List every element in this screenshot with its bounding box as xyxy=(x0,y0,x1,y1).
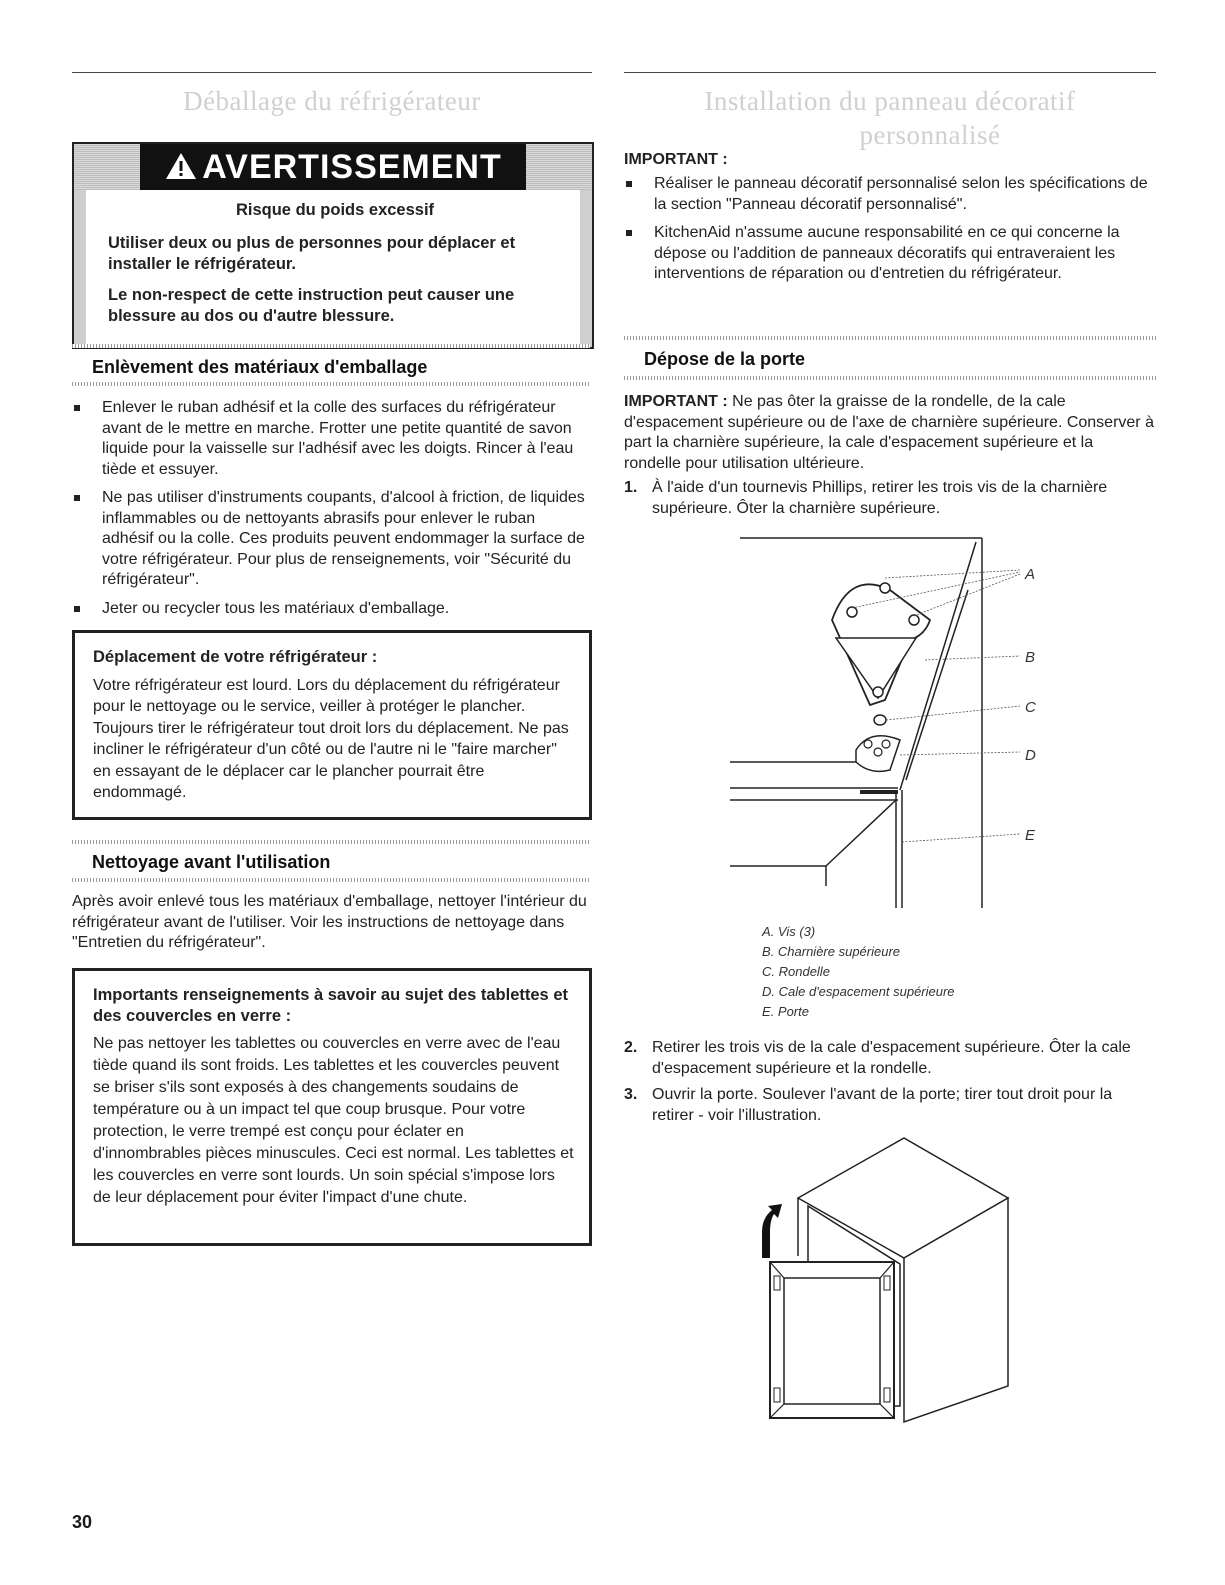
section-title-unpacking: Déballage du réfrigérateur xyxy=(183,86,481,116)
legend-a: A. Vis (3) xyxy=(762,924,816,939)
important-bullets xyxy=(624,174,1154,293)
stripe-packaging-bottom xyxy=(72,382,590,386)
lift-arrow-icon xyxy=(762,1204,782,1258)
figure-letter-c: C xyxy=(1025,699,1036,716)
moving-box-heading: Déplacement de votre réfrigérateur : xyxy=(93,648,378,666)
moving-box xyxy=(72,630,592,820)
door-important-text: Ne pas ôter la graisse de la rondelle, de la cale d'espacement supérieure ou de l'axe de charnière supérieure. Conserver à part la charnière supérieure, la cale d'espacement supérieure et la rondelle pour utilisation ultérieure. xyxy=(624,393,1154,472)
figure-letter-a: A xyxy=(1025,566,1036,583)
top-rule-left xyxy=(72,72,592,73)
top-rule-right xyxy=(624,72,1156,73)
heading-packaging: Enlèvement des matériaux d'emballage xyxy=(92,357,428,377)
stripe-door-bottom xyxy=(624,376,1156,380)
legend-b: B. Charnière supérieure xyxy=(762,944,901,959)
important-bullet-2: KitchenAid n'assume aucune responsabilité en ce qui concerne la dépose ou l'addition de panneaux décoratifs qui entraveraient les interventions de réparation ou d'entretien du réfrigérateur. xyxy=(624,223,1154,285)
stripe-cleaning-bottom xyxy=(72,878,590,882)
step-1-number: 1. xyxy=(624,479,638,496)
important-label: IMPORTANT : xyxy=(624,151,728,168)
cleaning-body: Après avoir enlevé tous les matériaux d'emballage, nettoyer l'intérieur du réfrigérateur avant de l'utiliser. Voir les instructions de nettoyage dans "Entretien du réfrigérateur". xyxy=(72,893,587,951)
right-section-title-wrap xyxy=(624,84,1156,152)
warning-box xyxy=(72,142,594,349)
legend-e: E. Porte xyxy=(762,1004,809,1019)
warning-body xyxy=(74,190,592,347)
heading-door-removal: Dépose de la porte xyxy=(644,349,806,369)
important-bullet-1: Réaliser le panneau décoratif personnalisé selon les spécifications de la section "Panneau décoratif personnalisé". xyxy=(624,174,1154,215)
figure-legend xyxy=(762,922,955,1022)
warning-banner xyxy=(74,144,592,190)
hinge-figure xyxy=(720,530,1060,920)
steps-2-3 xyxy=(624,1038,1154,1132)
step-2-text: Retirer les trois vis de la cale d'espacement supérieure. Ôter la cale d'espacement supérieure et la rondelle. xyxy=(652,1039,1131,1077)
door-important-paragraph xyxy=(624,392,1154,474)
warning-banner-text: AVERTISSEMENT xyxy=(202,148,502,186)
step-3-text: Ouvrir la porte. Soulever l'avant de la porte; tirer tout droit pour la retirer - voir l'illustration. xyxy=(652,1086,1113,1124)
figure-letter-e: E xyxy=(1025,827,1036,844)
step-1 xyxy=(624,478,1154,525)
packaging-bullet-2: Ne pas utiliser d'instruments coupants, d'alcool à friction, de liquides inflammables ou de nettoyants abrasifs pour enlever le ruban adhésif ou la colle. Ces produits peuvent endommager la surface de votre réfrigérateur. Pour plus de renseignements, voir "Sécurité du réfrigérateur". xyxy=(72,488,590,591)
packaging-bullet-3: Jeter ou recycler tous les matériaux d'emballage. xyxy=(72,599,590,620)
legend-d: D. Cale d'espacement supérieure xyxy=(762,984,955,999)
step-2-number: 2. xyxy=(624,1039,638,1056)
step-1-text: À l'aide d'un tournevis Phillips, retirer les trois vis de la charnière supérieure. Ôter la charnière supérieure. xyxy=(652,479,1108,517)
stripe-door-top xyxy=(624,336,1156,340)
legend-c: C. Rondelle xyxy=(762,964,830,979)
moving-box-body: Votre réfrigérateur est lourd. Lors du déplacement du réfrigérateur pour le nettoyage ou le service, veiller à protéger le plancher. Toujours tirer le réfrigérateur tout droit lors du déplacement. Ne pas incliner le réfrigérateur d'un côté ou de l'autre ni le "faire marcher" en essayant de le déplacer car le plancher pourrait être endommagé. xyxy=(93,676,569,801)
warning-line-2: Le non-respect de cette instruction peut causer une blessure au dos ou d'autre blessure. xyxy=(108,286,515,325)
section-title-panel-line-1: Installation du panneau décoratif xyxy=(704,86,1076,116)
left-section-title-wrap xyxy=(72,84,592,118)
figure-letter-b: B xyxy=(1025,649,1036,666)
glass-box-body: Ne pas nettoyer les tablettes ou couvercles en verre avec de l'eau tiède quand ils sont froids. Les tablettes et les couvercles peuvent se briser s'ils sont exposés à des changements soudains de température ou à un impact tel que coup brusque. Pour votre protection, le verre trempé est conçu pour éclater en d'innombrables pièces minuscules. Ceci est normal. Les tablettes et les couvercles en verre sont lourds. Un soin spécial s'impose lors de leur déplacement pour éviter l'impact d'une chute. xyxy=(93,1035,574,1206)
warning-pill xyxy=(140,144,526,190)
warning-triangle-icon xyxy=(164,151,198,181)
glass-box xyxy=(72,968,592,1246)
door-important-prefix: IMPORTANT : xyxy=(624,393,728,410)
section-title-panel-line-2: personnalisé xyxy=(859,120,1001,150)
door-removal-figure xyxy=(754,1136,1034,1426)
stripe-cleaning-top xyxy=(72,840,590,844)
warning-title: Risque du poids excessif xyxy=(235,201,435,219)
warning-line-1: Utiliser deux ou plus de personnes pour déplacer et installer le réfrigérateur. xyxy=(108,234,516,273)
glass-box-heading: Importants renseignements à savoir au sujet des tablettes et des couvercles en verre : xyxy=(93,986,568,1025)
packaging-bullet-1: Enlever le ruban adhésif et la colle des surfaces du réfrigérateur avant de le mettre en marche. Frotter une petite quantité de savon liquide pour la vaisselle sur l'adhésif avec les doigts. Rincer à l'eau tiède et essuyer. xyxy=(72,398,590,480)
step-3-number: 3. xyxy=(624,1086,638,1103)
figure-letter-d: D xyxy=(1025,747,1036,764)
packaging-bullets xyxy=(72,398,590,627)
heading-cleaning: Nettoyage avant l'utilisation xyxy=(92,852,331,872)
page-number: 30 xyxy=(72,1512,93,1532)
stripe-packaging-top xyxy=(72,344,590,348)
